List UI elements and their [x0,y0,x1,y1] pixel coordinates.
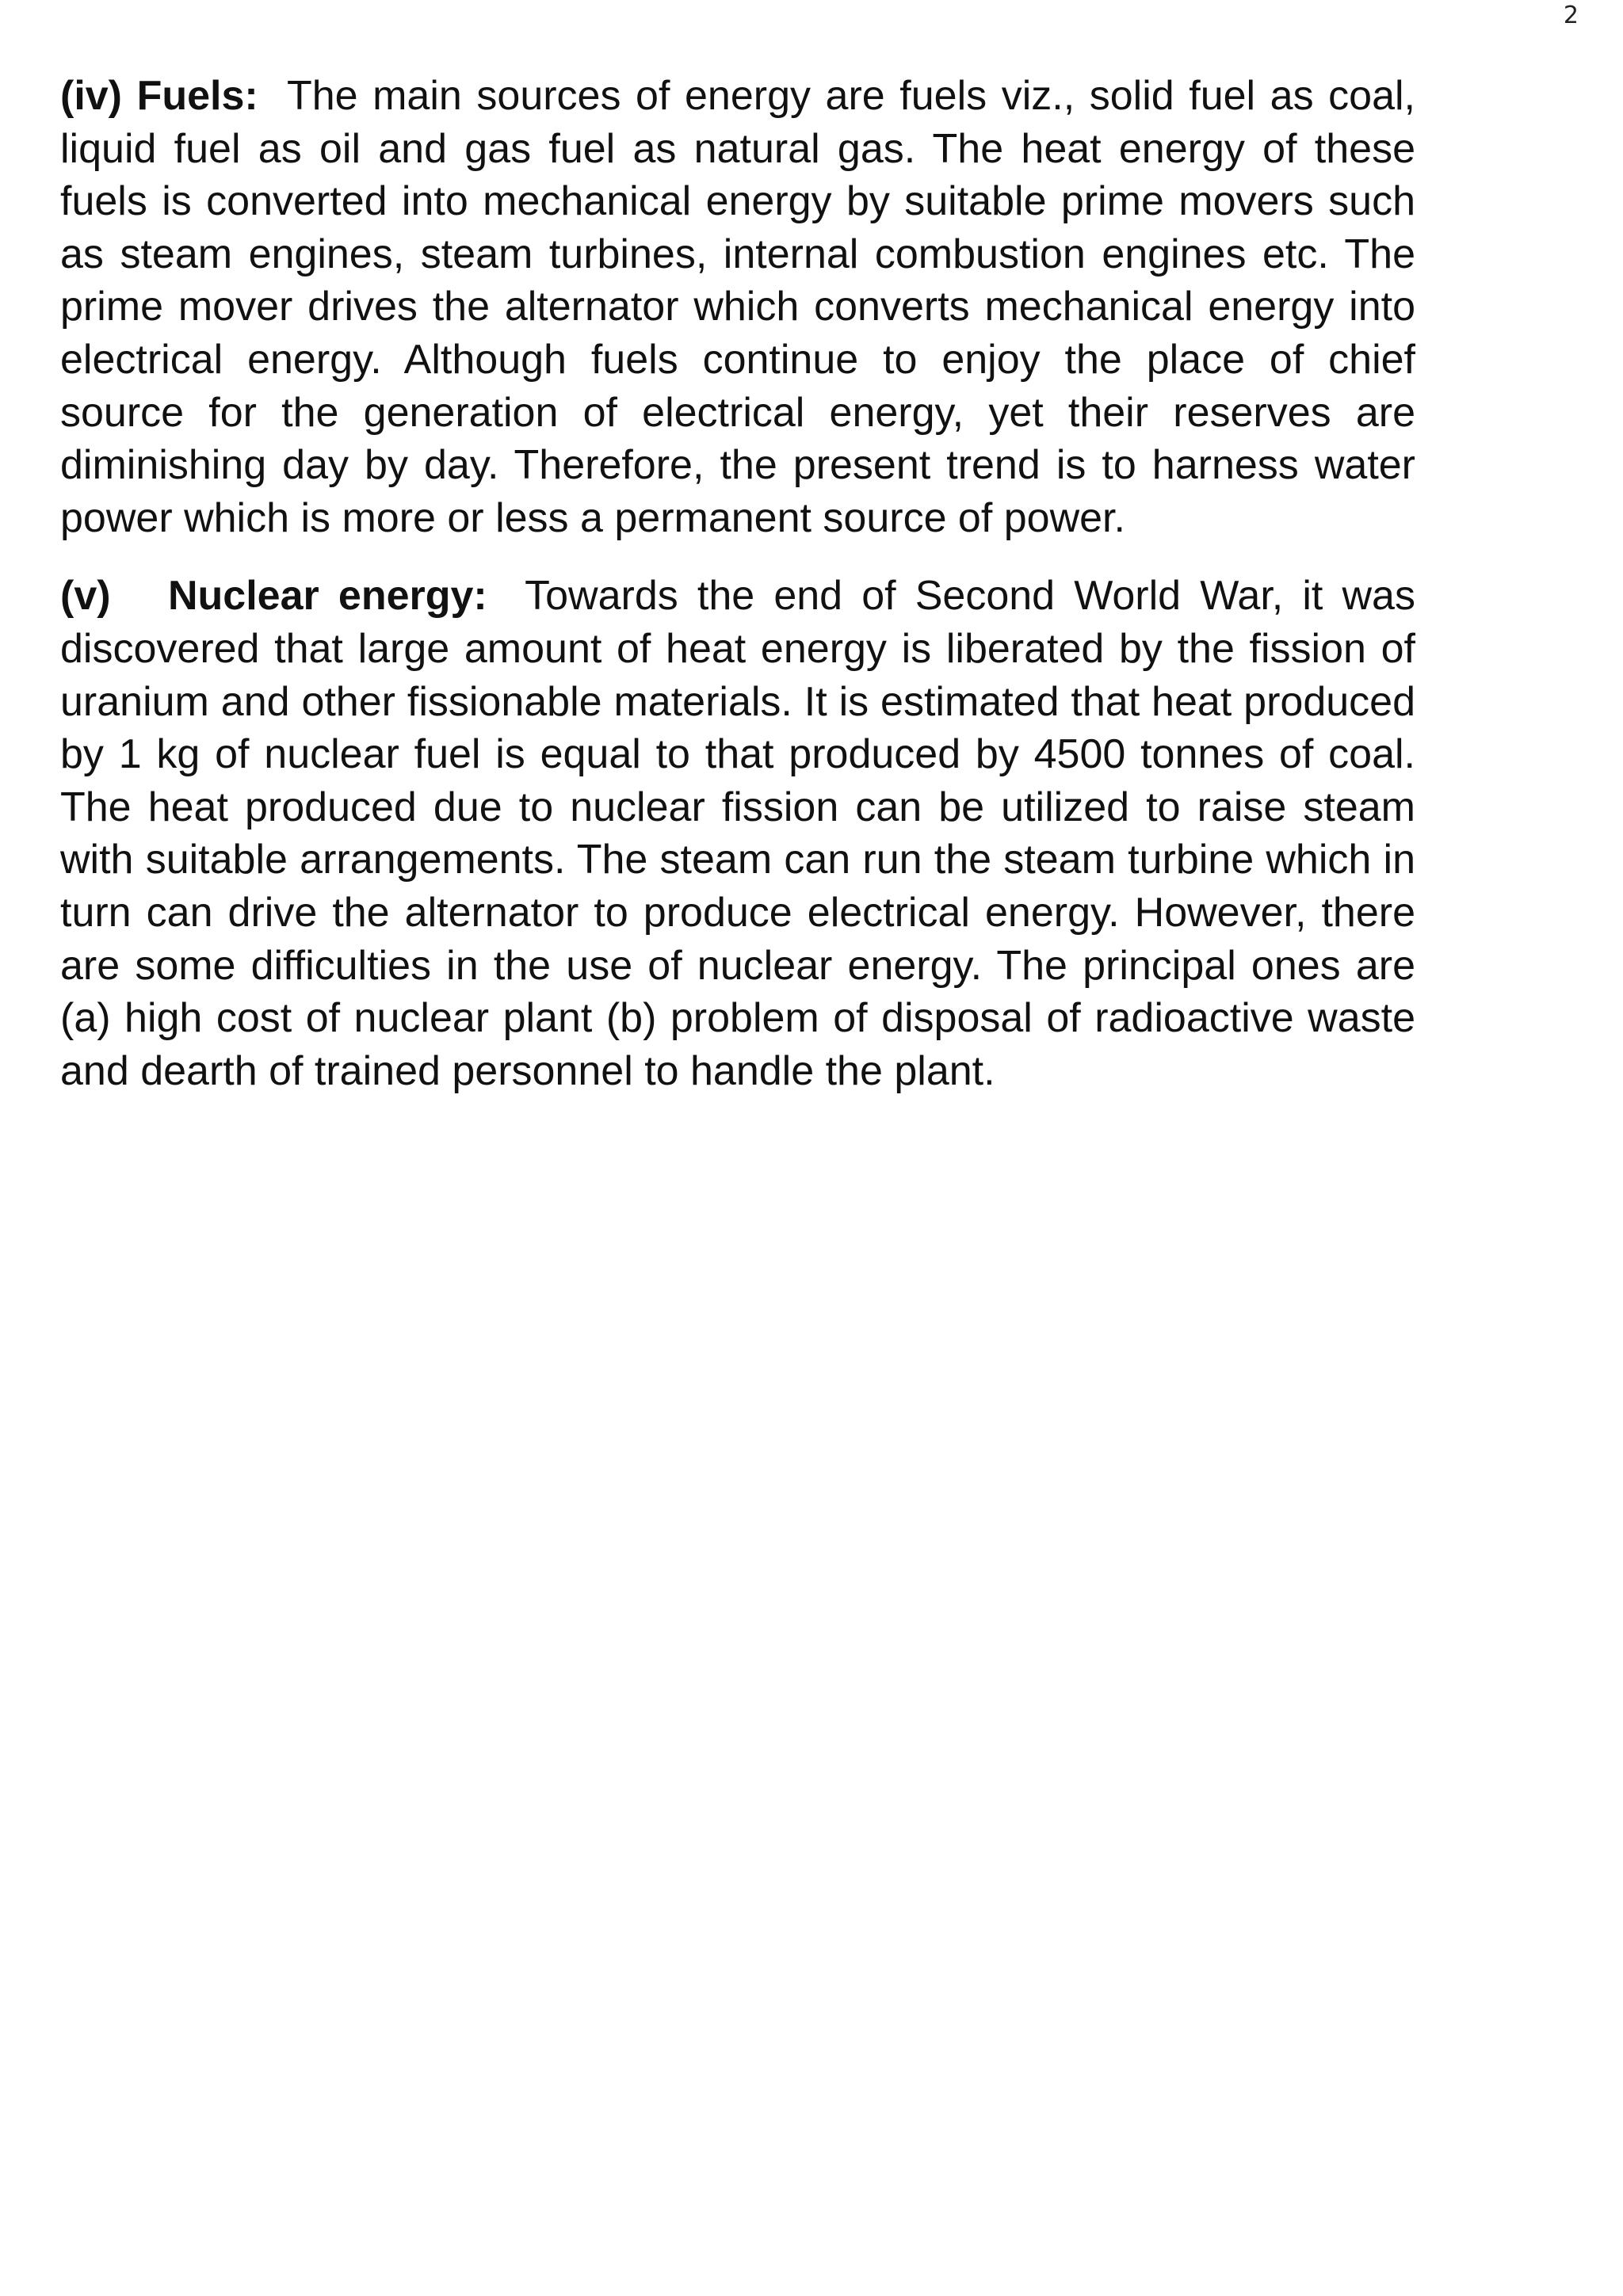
page-number: 2 [1563,2,1579,29]
section-text-fuels: The main sources of energy are fuels viz., solid fuel as coal, liquid fuel as oil and gas fuel as natural gas. The heat energy of these fuels is converted into mechanical energy by suitable prime movers such as steam engines, steam turbines, internal combustion engines etc. The prime mover drives the alternator which converts mechanical energy into electrical energy. Although fuels continue to enjoy the place of chief source for the generation of electrical energy, yet their reserves are diminishing day by day. Therefore, the present trend is to harness water power which is more or less a permanent source of power. [60,73,1415,541]
section-heading-fuels: (iv) Fuels: [60,73,258,119]
document-body [60,70,1415,1123]
section-text-nuclear-energy: Towards the end of Second World War, it was discovered that large amount of heat energy is liberated by the fission of uranium and other fissionable materials. It is estimated that heat produced by 1 kg of nuclear fuel is equal to that produced by 4500 tonnes of coal. The heat produced due to nuclear fission can be utilized to raise steam with suitable arrangements. The steam can run the steam turbine which in turn can drive the alternator to produce electrical energy. However, there are some difficulties in the use of nuclear energy. The principal ones are (a) high cost of nuclear plant (b) problem of disposal of radioactive waste and dearth of trained personnel to handle the plant. [60,573,1415,1094]
section-nuclear-energy [60,570,1415,1097]
section-heading-nuclear-energy: (v) Nuclear energy: [60,573,487,620]
section-fuels [60,70,1415,544]
